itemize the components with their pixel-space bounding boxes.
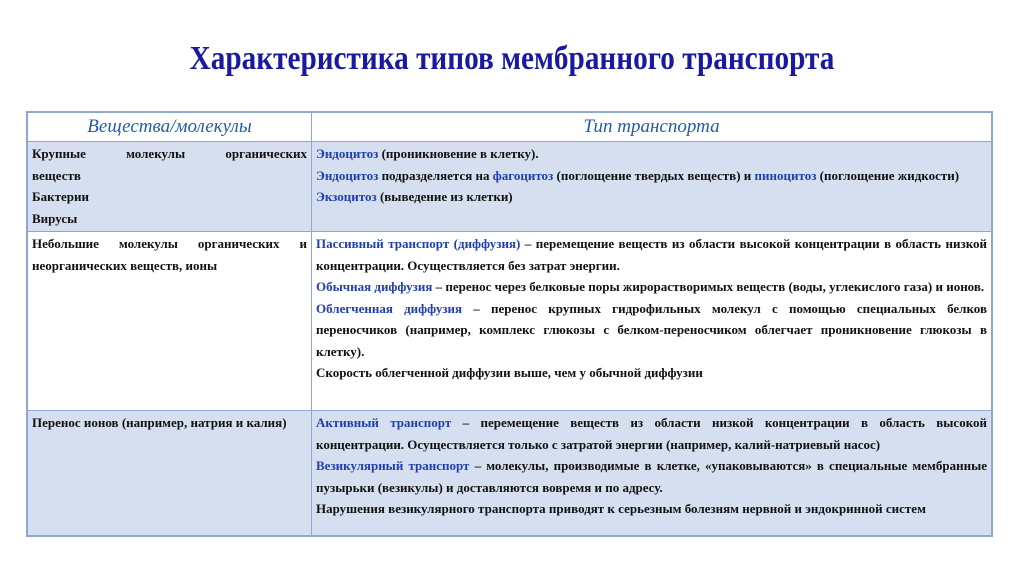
transport-paragraph [316,298,987,363]
substances-cell [27,142,312,232]
transport-paragraph [316,498,987,520]
term-facilitated-diffusion: Облегченная диффузия [316,300,463,316]
paragraph-text: – молекулы, производимые в клетке, «упаковываются» в специальные мембранные пузырьки (везикулы) и доставляются вовремя и по адресу. [316,458,987,495]
substance-line: Вирусы [32,210,78,226]
table-row [27,411,992,537]
transport-paragraph [316,362,987,384]
paragraph-text: – перемещение веществ из области высокой концентрации в область низкой концентрации. Осуществляется без затрат энергии. [316,236,988,273]
substance-line: Бактерии [32,189,89,204]
table-header-row [27,112,992,142]
transport-paragraph [316,455,987,498]
transport-paragraph [316,165,987,187]
table-row [27,232,992,411]
paragraph-text: Скорость облегченной диффузии выше, чем у обычной диффузии [316,365,703,380]
term-endocytosis: Эндоцитоз [316,167,379,183]
paragraph-text: (проникновение в клетку). [378,146,539,161]
transport-paragraph [316,186,987,208]
term-vesicular-transport: Везикулярный транспорт [316,458,470,473]
paragraph-text: (поглощение жидкости) [816,167,960,183]
table-row [27,142,992,232]
transport-cell [312,232,993,411]
term-pinocytosis: пиноцитоз [754,167,817,183]
paragraph-text: (выведение из клетки) [376,189,513,204]
term-simple-diffusion: Обычная диффузия [316,279,433,294]
paragraph-text: – перемещение веществ из области низкой концентрации в область высокой концентрации. Осуществляется только с затратой энергии (например, калий-натриевый насос) [316,415,987,452]
membrane-transport-table [26,111,993,537]
term-active-transport: Активный транспорт [316,415,452,430]
slide-title: Характеристика типов мембранного транспорта [189,40,835,77]
substance-line: Крупные молекулы органических [32,146,307,161]
transport-paragraph [316,233,987,276]
term-phagocytosis: фагоцитоз [492,167,554,183]
transport-cell [312,411,993,537]
paragraph-text: – перенос крупных гидрофильных молекул с помощью специальных белков переносчиков (например, комплекс глюкозы с белком-переносчиком облегчает проникновение глюкозы в клетку). [316,300,987,359]
term-passive-transport: Пассивный транспорт (диффузия) [316,236,521,251]
paragraph-text: подразделяется на [378,167,493,183]
header-transport-type: Тип транспорта [312,112,993,142]
substance-line: Небольшие молекулы органических и неорганических веществ, ионы [32,236,307,273]
transport-paragraph [316,143,987,165]
substance-line: Перенос ионов (например, натрия и калия) [32,415,287,430]
transport-paragraph [316,412,987,455]
paragraph-text: (поглощение твердых веществ) и [553,167,755,183]
header-substances: Вещества/молекулы [27,112,312,142]
substances-cell [27,411,312,537]
transport-paragraph [316,276,987,298]
transport-cell [312,142,993,232]
substances-cell [27,232,312,411]
term-exocytosis: Экзоцитоз [316,189,377,204]
paragraph-text: Нарушения везикулярного транспорта приводят к серьезным болезням нервной и эндокринной систем [316,501,926,516]
paragraph-text: – перенос через белковые поры жирорастворимых веществ (воды, углекислого газа) и ионов. [432,279,985,294]
substance-line: веществ [32,167,81,183]
term-endocytosis: Эндоцитоз [316,146,379,161]
